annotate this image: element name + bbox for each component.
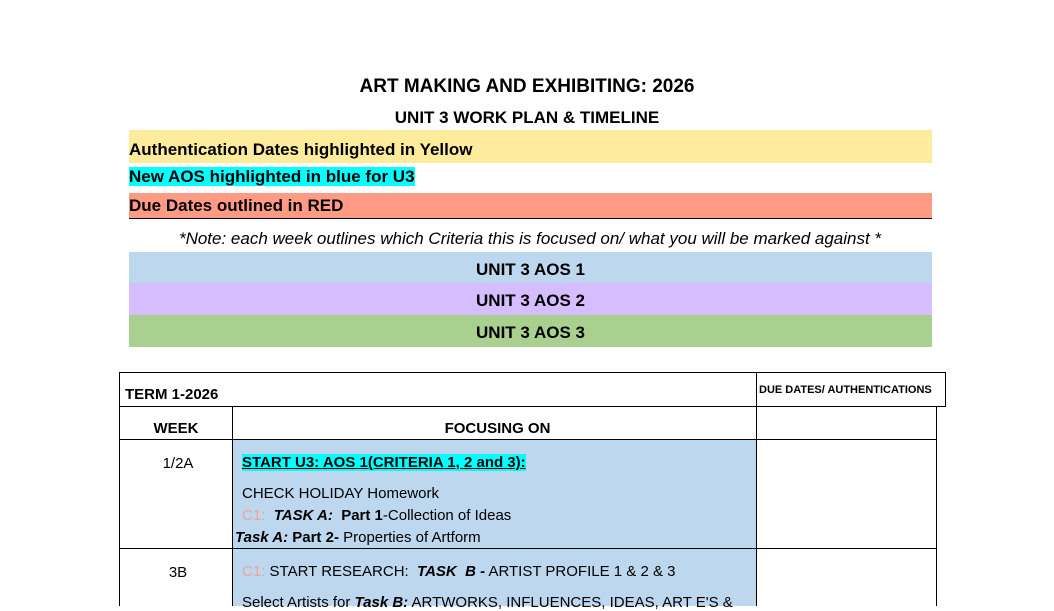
- table-border: [945, 372, 946, 407]
- part2-label: Part 2-: [292, 529, 339, 546]
- select-artists-text: Select Artists for: [242, 594, 355, 611]
- task-a-label-2: Task A:: [235, 529, 289, 546]
- part1-text: -Collection of Ideas: [382, 507, 512, 524]
- aos-band-2: UNIT 3 AOS 2: [129, 283, 932, 315]
- table-border: [936, 406, 937, 606]
- task-a-part2: [235, 529, 481, 546]
- criteria-c1: C1:: [242, 507, 266, 524]
- task-b-label: TASK B -: [417, 563, 486, 580]
- aos-band-3: UNIT 3 AOS 3: [129, 315, 932, 347]
- criteria-note: *Note: each week outlines which Criteria this is focused on/ what you will be marked against *: [178, 229, 882, 248]
- criteria-c1: C1:: [242, 563, 266, 580]
- page-subtitle: UNIT 3 WORK PLAN & TIMELINE: [394, 108, 660, 127]
- legend-due-dates: Due Dates outlined in RED: [129, 193, 932, 219]
- part1-label: Part 1: [341, 507, 383, 524]
- legend-authentication: Authentication Dates highlighted in Yellow: [129, 130, 932, 163]
- week-header: WEEK: [153, 420, 199, 437]
- holiday-homework: CHECK HOLIDAY Homework: [242, 485, 439, 502]
- start-u3-aos1: START U3: AOS 1(CRITERIA 1, 2 and 3):: [242, 454, 526, 471]
- table-border: [119, 439, 937, 440]
- week-cell: 3B: [168, 564, 188, 581]
- term-label: TERM 1-2026: [125, 386, 219, 403]
- table-border: [119, 548, 937, 549]
- aos-band-1: UNIT 3 AOS 1: [129, 252, 932, 284]
- focus-start: [242, 454, 526, 471]
- legend-new-aos-text: New AOS highlighted in blue for U3: [129, 167, 415, 186]
- table-border: [119, 406, 946, 407]
- due-dates-header: DUE DATES/ AUTHENTICATIONS: [759, 384, 932, 396]
- start-research: [242, 563, 675, 580]
- focus-header: FOCUSING ON: [444, 420, 551, 437]
- week-cell: 1/2A: [162, 455, 194, 472]
- select-artists: [242, 594, 733, 611]
- task-b-label-2: Task B:: [354, 594, 409, 611]
- task-a-label: TASK A:: [273, 507, 333, 524]
- artist-profile-text: ARTIST PROFILE 1 & 2 & 3: [485, 563, 676, 580]
- task-a-part1: [242, 507, 511, 524]
- table-border: [119, 372, 946, 373]
- start-research-text: START RESEARCH:: [265, 563, 418, 580]
- part2-text: Properties of Artform: [338, 529, 481, 546]
- page-title: ART MAKING AND EXHIBITING: 2026: [359, 76, 695, 97]
- legend-new-aos: [129, 166, 932, 190]
- table-border: [756, 372, 757, 606]
- select-rest-text: ARTWORKS, INFLUENCES, IDEAS, ART E'S &: [408, 594, 733, 611]
